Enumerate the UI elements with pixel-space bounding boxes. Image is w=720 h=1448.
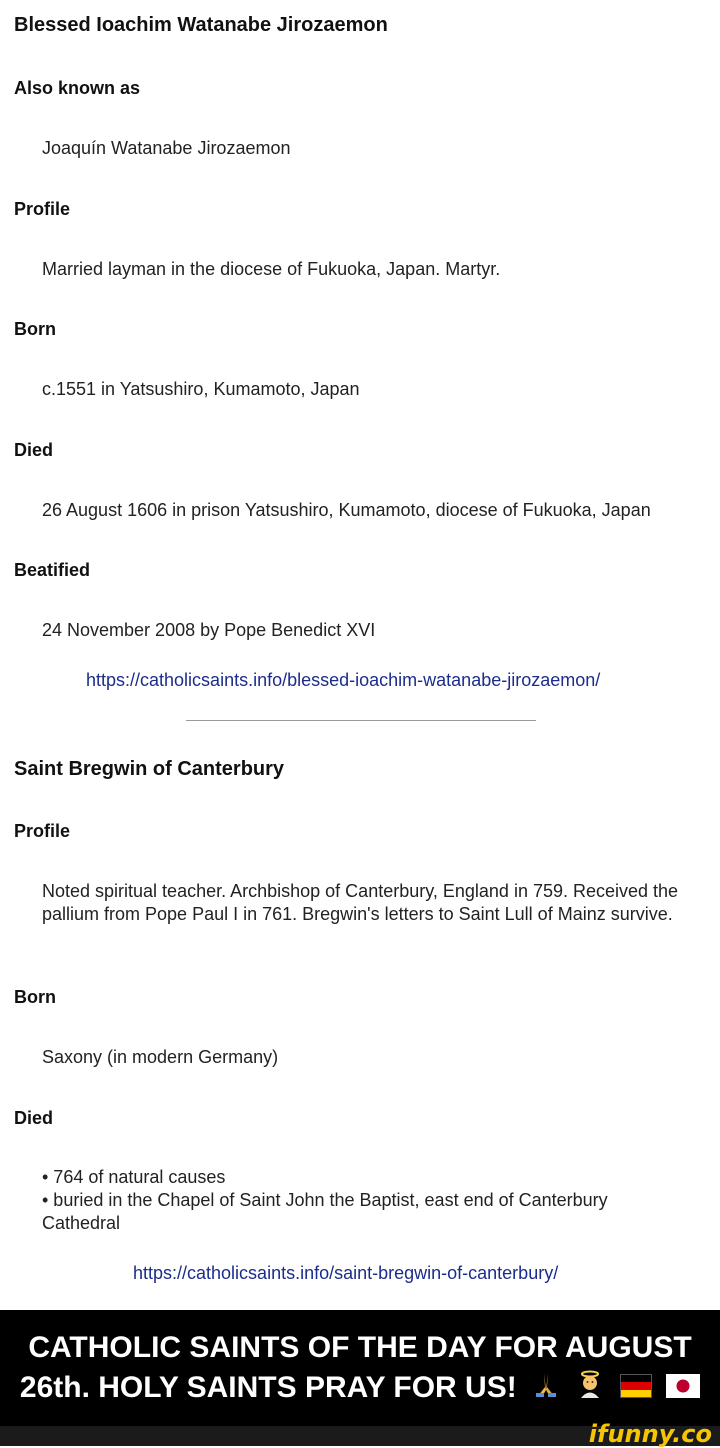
saint1-beatified-value: 24 November 2008 by Pope Benedict XVI	[42, 620, 376, 640]
saint2-born-value: Saxony (in modern Germany)	[42, 1047, 279, 1067]
caption-line-2: 26th. HOLY SAINTS PRAY FOR US!	[19, 1371, 517, 1404]
footer-bar	[0, 1420, 720, 1448]
saint1-beatified-label: Beatified	[14, 560, 91, 580]
saint1-died-label: Died	[14, 440, 54, 460]
saint1-aka-value: Joaquín Watanabe Jirozaemon	[42, 138, 291, 158]
saint2-title: Saint Bregwin of Canterbury	[14, 758, 285, 780]
germany-flag-icon	[620, 1369, 652, 1409]
saint1-profile-label: Profile	[14, 199, 71, 219]
baby-angel-icon	[575, 1369, 605, 1410]
section-divider	[186, 720, 536, 721]
saint2-died-label: Died	[14, 1108, 54, 1128]
japan-flag-icon	[666, 1369, 700, 1409]
saint1-born-label: Born	[14, 319, 56, 339]
caption-line-1: CATHOLIC SAINTS OF THE DAY FOR AUGUST	[28, 1331, 692, 1364]
saint2-profile-label: Profile	[14, 821, 71, 841]
saint1-link[interactable]: https://catholicsaints.info/blessed-ioachim-watanabe-jirozaemon/	[86, 670, 601, 690]
saint2-died-item-2: • buried in the Chapel of Saint John the Baptist, east end of Canterbury Cathedral	[42, 1190, 608, 1233]
saint1-profile-value: Married layman in the diocese of Fukuoka, Japan. Martyr.	[42, 259, 501, 279]
meme-caption	[0, 1310, 720, 1426]
saint1-born-value: c.1551 in Yatsushiro, Kumamoto, Japan	[42, 379, 360, 399]
saint2-born-label: Born	[14, 987, 56, 1007]
saint2-died-item-1: • 764 of natural causes	[42, 1167, 226, 1187]
saint2-profile-value: Noted spiritual teacher. Archbishop of Canterbury, England in 759. Received the pallium from Pope Paul I in 761. Bregwin's letters to Saint Lull of Mainz survive.	[42, 881, 679, 924]
caption-line-2-wrap	[0, 1368, 720, 1410]
saint1-title: Blessed Ioachim Watanabe Jirozaemon	[14, 14, 388, 36]
saint2-link[interactable]: https://catholicsaints.info/saint-bregwin-of-canterbury/	[133, 1263, 559, 1283]
saint1-died-value: 26 August 1606 in prison Yatsushiro, Kumamoto, diocese of Fukuoka, Japan	[42, 500, 651, 520]
saint1-aka-label: Also known as	[14, 78, 141, 98]
ifunny-watermark[interactable]: ifunny.co	[588, 1420, 712, 1448]
praying-hands-icon	[531, 1369, 561, 1410]
